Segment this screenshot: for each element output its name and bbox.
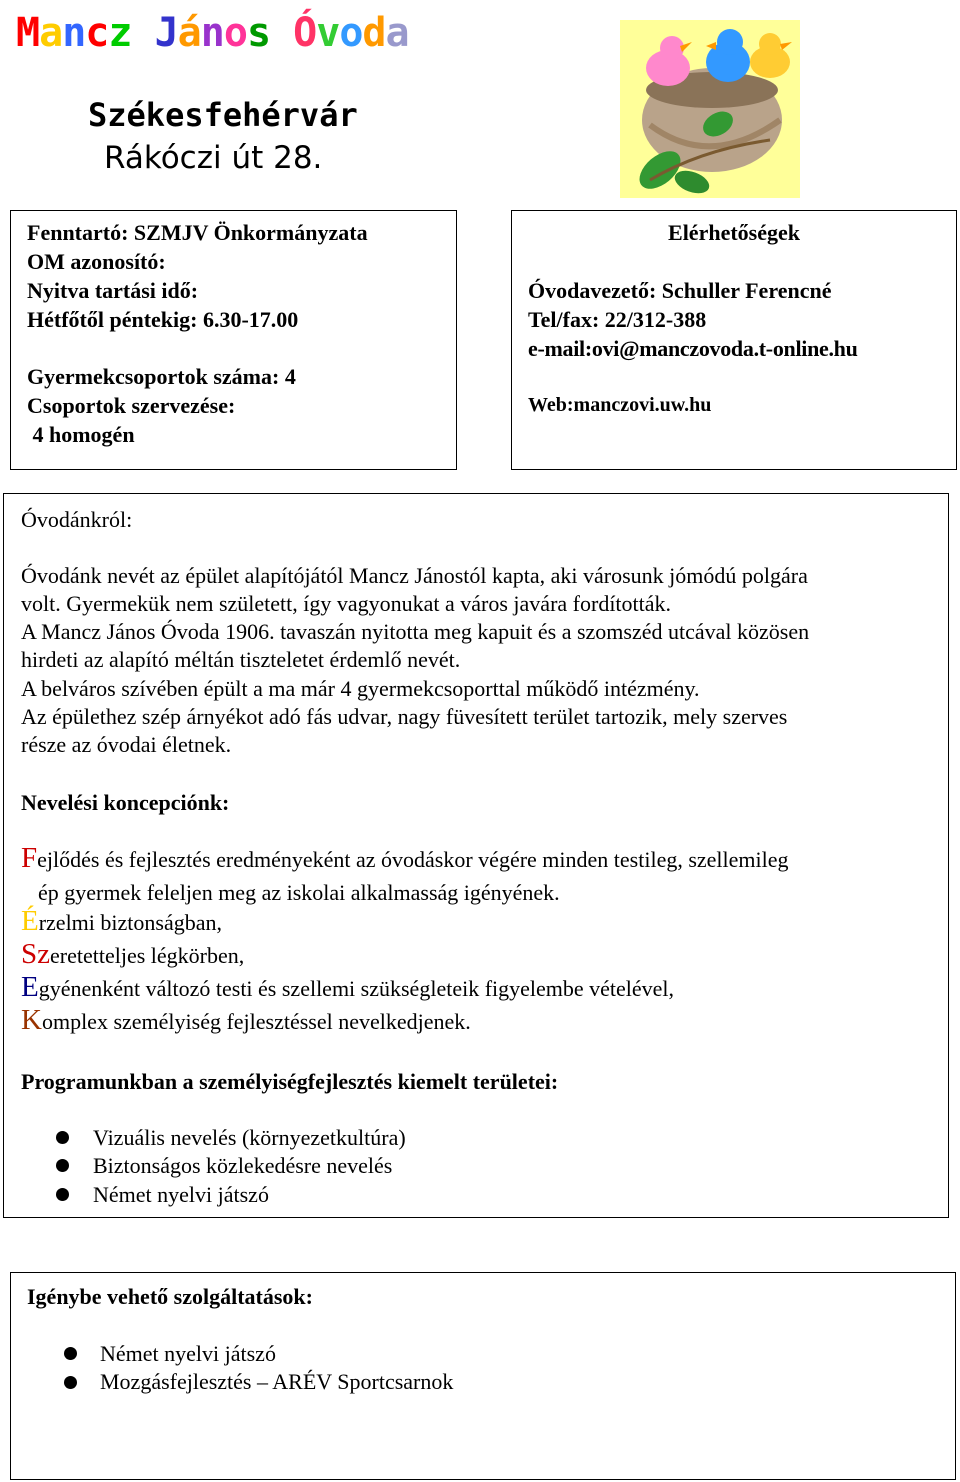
concept-initial: K: [21, 1004, 42, 1036]
about-line: A belváros szívében épült a ma már 4 gyermekcsoporttal működő intézmény.: [21, 676, 700, 701]
title-letter: J: [154, 10, 178, 56]
bullet-icon: [64, 1376, 77, 1389]
concept-initial: F: [21, 842, 38, 874]
about-line: hirdeti az alapító méltán tiszteletet érdemlő nevét.: [21, 647, 461, 672]
email-link[interactable]: e-mail:ovi@manczovoda.t-online.hu: [528, 336, 858, 361]
title-letter: a: [39, 10, 63, 56]
about-line: volt. Gyermekük nem született, így vagyonukat a város javára fordították.: [21, 591, 672, 616]
concept-item: [21, 844, 789, 874]
concept-text: rzelmi biztonságban,: [38, 910, 222, 935]
bullet-icon: [56, 1159, 69, 1172]
services-heading: Igénybe vehető szolgáltatások:: [27, 1284, 313, 1309]
om-id: OM azonosító:: [27, 249, 166, 274]
city: Székesfehérvár: [88, 96, 358, 134]
title-letter: Ó: [293, 10, 317, 56]
services-box: [10, 1272, 956, 1480]
title-letter: [131, 10, 154, 56]
service-item: Mozgásfejlesztés – ARÉV Sportcsarnok: [100, 1369, 454, 1394]
title-letter: á: [177, 10, 201, 56]
bullet-icon: [56, 1131, 69, 1144]
group-count: Gyermekcsoportok száma: 4: [27, 364, 296, 389]
kindergarten-leader: Óvodavezető: Schuller Ferencné: [528, 278, 832, 303]
title-letter: s: [246, 10, 271, 56]
concept-item: [21, 1006, 471, 1036]
about-line: Az épülethez szép árnyékot adó fás udvar, nagy füvesített terület tartozik, mely szerves: [21, 704, 788, 729]
about-heading: Óvodánkról:: [21, 507, 133, 532]
bullet-icon: [64, 1347, 77, 1360]
title-letter: n: [62, 10, 86, 56]
title-letter: [270, 10, 293, 56]
concept-text: eretetteljes légkörben,: [50, 943, 245, 968]
program-item: Vizuális nevelés (környezetkultúra): [93, 1125, 406, 1150]
contact-heading: Elérhetőségek: [668, 220, 800, 245]
concept-item: [21, 907, 222, 937]
title-letter: c: [85, 10, 109, 56]
concept-text: omplex személyiség fejlesztéssel nevelkedjenek.: [41, 1009, 471, 1034]
about-line: A Mancz János Óvoda 1906. tavaszán nyitotta meg kapuit és a szomszéd utcával közösen: [21, 619, 810, 644]
group-organization: 4 homogén: [27, 422, 135, 447]
title-letter: o: [339, 10, 363, 56]
concept-heading: Nevelési koncepciónk:: [21, 790, 230, 815]
opening-hours: Hétfőtől péntekig: 6.30-17.00: [27, 307, 299, 332]
title-letter: o: [223, 10, 247, 56]
opening-hours-label: Nyitva tartási idő:: [27, 278, 199, 303]
title-letter: v: [316, 10, 340, 56]
program-item: Német nyelvi játszó: [93, 1182, 269, 1207]
concept-initial: E: [21, 971, 39, 1003]
title-letter: M: [16, 10, 40, 56]
concept-initial: Sz: [21, 938, 50, 970]
concept-item: [21, 973, 674, 1003]
concept-text: ejlődés és fejlesztés eredményeként az óvodáskor végére minden testileg, szellemileg: [37, 847, 789, 872]
service-item: Német nyelvi játszó: [100, 1341, 276, 1366]
group-organization-label: Csoportok szervezése:: [27, 393, 236, 418]
contact-box: [511, 210, 957, 470]
title-letter: z: [108, 10, 132, 56]
concept-item: [21, 940, 244, 970]
program-heading: Programunkban a személyiségfejlesztés kiemelt területei:: [21, 1069, 559, 1094]
concept-text: ép gyermek feleljen meg az iskolai alkalmasság igényének.: [38, 880, 560, 905]
concept-text: gyénenként változó testi és szellemi szükségleteik figyelembe vételével,: [38, 976, 675, 1001]
concept-item: [38, 879, 560, 907]
info-box: [10, 210, 457, 470]
bullet-icon: [56, 1188, 69, 1201]
main-content-box: [3, 493, 949, 1218]
page-title: [16, 10, 409, 56]
kindergarten-logo: [620, 20, 800, 198]
about-line: Óvodánk nevét az épület alapítójától Mancz Jánostól kapta, aki városunk jómódú polgára: [21, 563, 808, 588]
title-letter: d: [362, 10, 386, 56]
program-item: Biztonságos közlekedésre nevelés: [93, 1153, 393, 1178]
web-link[interactable]: Web:manczovi.uw.hu: [528, 394, 712, 416]
concept-initial: É: [21, 905, 39, 937]
title-letter: n: [200, 10, 224, 56]
title-letter: a: [385, 10, 409, 56]
maintainer: Fenntartó: SZMJV Önkormányzata: [27, 220, 368, 245]
about-line: része az óvodai életnek.: [21, 732, 232, 757]
phone-fax: Tel/fax: 22/312-388: [528, 307, 707, 332]
street-address: Rákóczi út 28.: [104, 140, 323, 176]
